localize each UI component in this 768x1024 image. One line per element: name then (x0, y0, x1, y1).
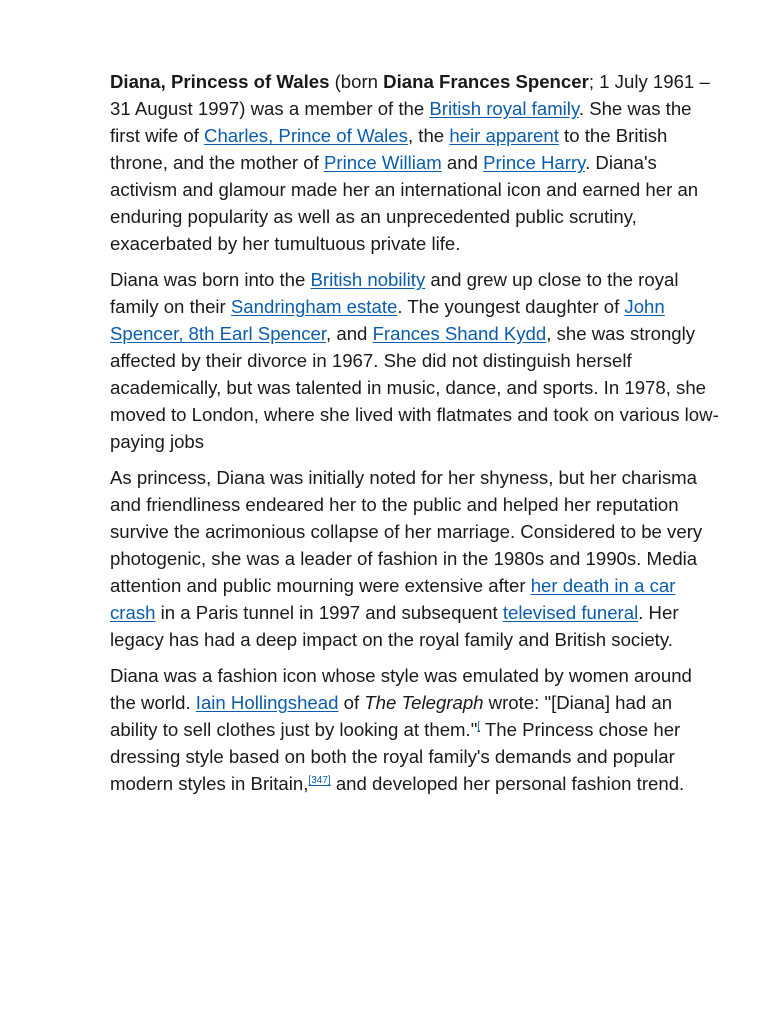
text-run: to the British throne, and the mother of (110, 125, 668, 173)
text-run: . Diana's activism and glamour made her an international icon and earned her an enduring popularity as well as an unprecedented public scrutiny, exacerbated by her tumultuous private life. (110, 152, 699, 254)
link-heir-apparent[interactable]: heir apparent (449, 125, 559, 146)
text-run: of (338, 692, 365, 713)
link-televised-funeral[interactable]: televised funeral (502, 602, 639, 623)
citation-link-ref[interactable]: [ (477, 721, 481, 732)
text-run: . The youngest daughter of (397, 296, 625, 317)
text-run: . Her legacy has had a deep impact on the royal family and British society. (110, 602, 679, 650)
text-run: and (441, 152, 484, 173)
paragraph-princess (110, 464, 720, 653)
link-british-royal-family[interactable]: British royal family (429, 98, 579, 119)
text-run: (born (329, 71, 384, 92)
paragraph-fashion (110, 662, 720, 797)
text-run: As princess, Diana was initially noted for her shyness, but her charisma and friendliness endeared her to the public and helped her reputation survive the acrimonious collapse of her marriage. Considered to be very photogenic, she was a leader of fashion in the 1980s and 1990s. Media attention and public mourning were extensive after (110, 467, 703, 596)
paragraph-early-life (110, 266, 720, 455)
text-run: The Princess chose her dressing style based on both the royal family's demands and popular modern styles in Britain, (110, 719, 681, 794)
text-run: ; 1 July 1961 – 31 August 1997) was a member of the (110, 71, 710, 119)
italic-text: The Telegraph (364, 692, 484, 713)
link-charles-prince-of-wales[interactable]: Charles, Prince of Wales (204, 125, 408, 146)
text-run: . She was the first wife of (110, 98, 692, 146)
bold-text: Diana Frances Spencer (383, 71, 589, 92)
paragraph-intro (110, 68, 720, 257)
text-run: Diana was a fashion icon whose style was emulated by women around the world. (110, 665, 692, 713)
text-run: , she was strongly affected by their divorce in 1967. She did not distinguish herself academically, but was talented in music, dance, and sports. In 1978, she moved to London, where she lived with flatmates and took on various low-paying jobs (110, 323, 719, 452)
link-prince-william[interactable]: Prince William (323, 152, 442, 173)
link-british-nobility[interactable]: British nobility (310, 269, 426, 290)
text-run: , and (326, 323, 373, 344)
link-john-spencer-8th-earl-spencer[interactable]: John Spencer, 8th Earl Spencer (110, 296, 665, 344)
article-body (110, 68, 720, 806)
link-iain-hollingshead[interactable]: Iain Hollingshead (195, 692, 339, 713)
text-run: Diana was born into the (110, 269, 311, 290)
text-run: in a Paris tunnel in 1997 and subsequent (155, 602, 503, 623)
citation-link-347[interactable]: [347] (308, 775, 331, 786)
link-her-death-in-a-car-crash[interactable]: her death in a car crash (110, 575, 676, 623)
bold-text: Diana, Princess of Wales (110, 71, 330, 92)
link-frances-shand-kydd[interactable]: Frances Shand Kydd (372, 323, 547, 344)
text-run: and developed her personal fashion trend. (330, 773, 685, 794)
text-run: and grew up close to the royal family on their (110, 269, 679, 317)
text-run: wrote: "[Diana] had an ability to sell clothes just by looking at them." (110, 692, 673, 740)
text-run: , the (407, 125, 450, 146)
link-prince-harry[interactable]: Prince Harry (483, 152, 586, 173)
link-sandringham-estate[interactable]: Sandringham estate (230, 296, 398, 317)
